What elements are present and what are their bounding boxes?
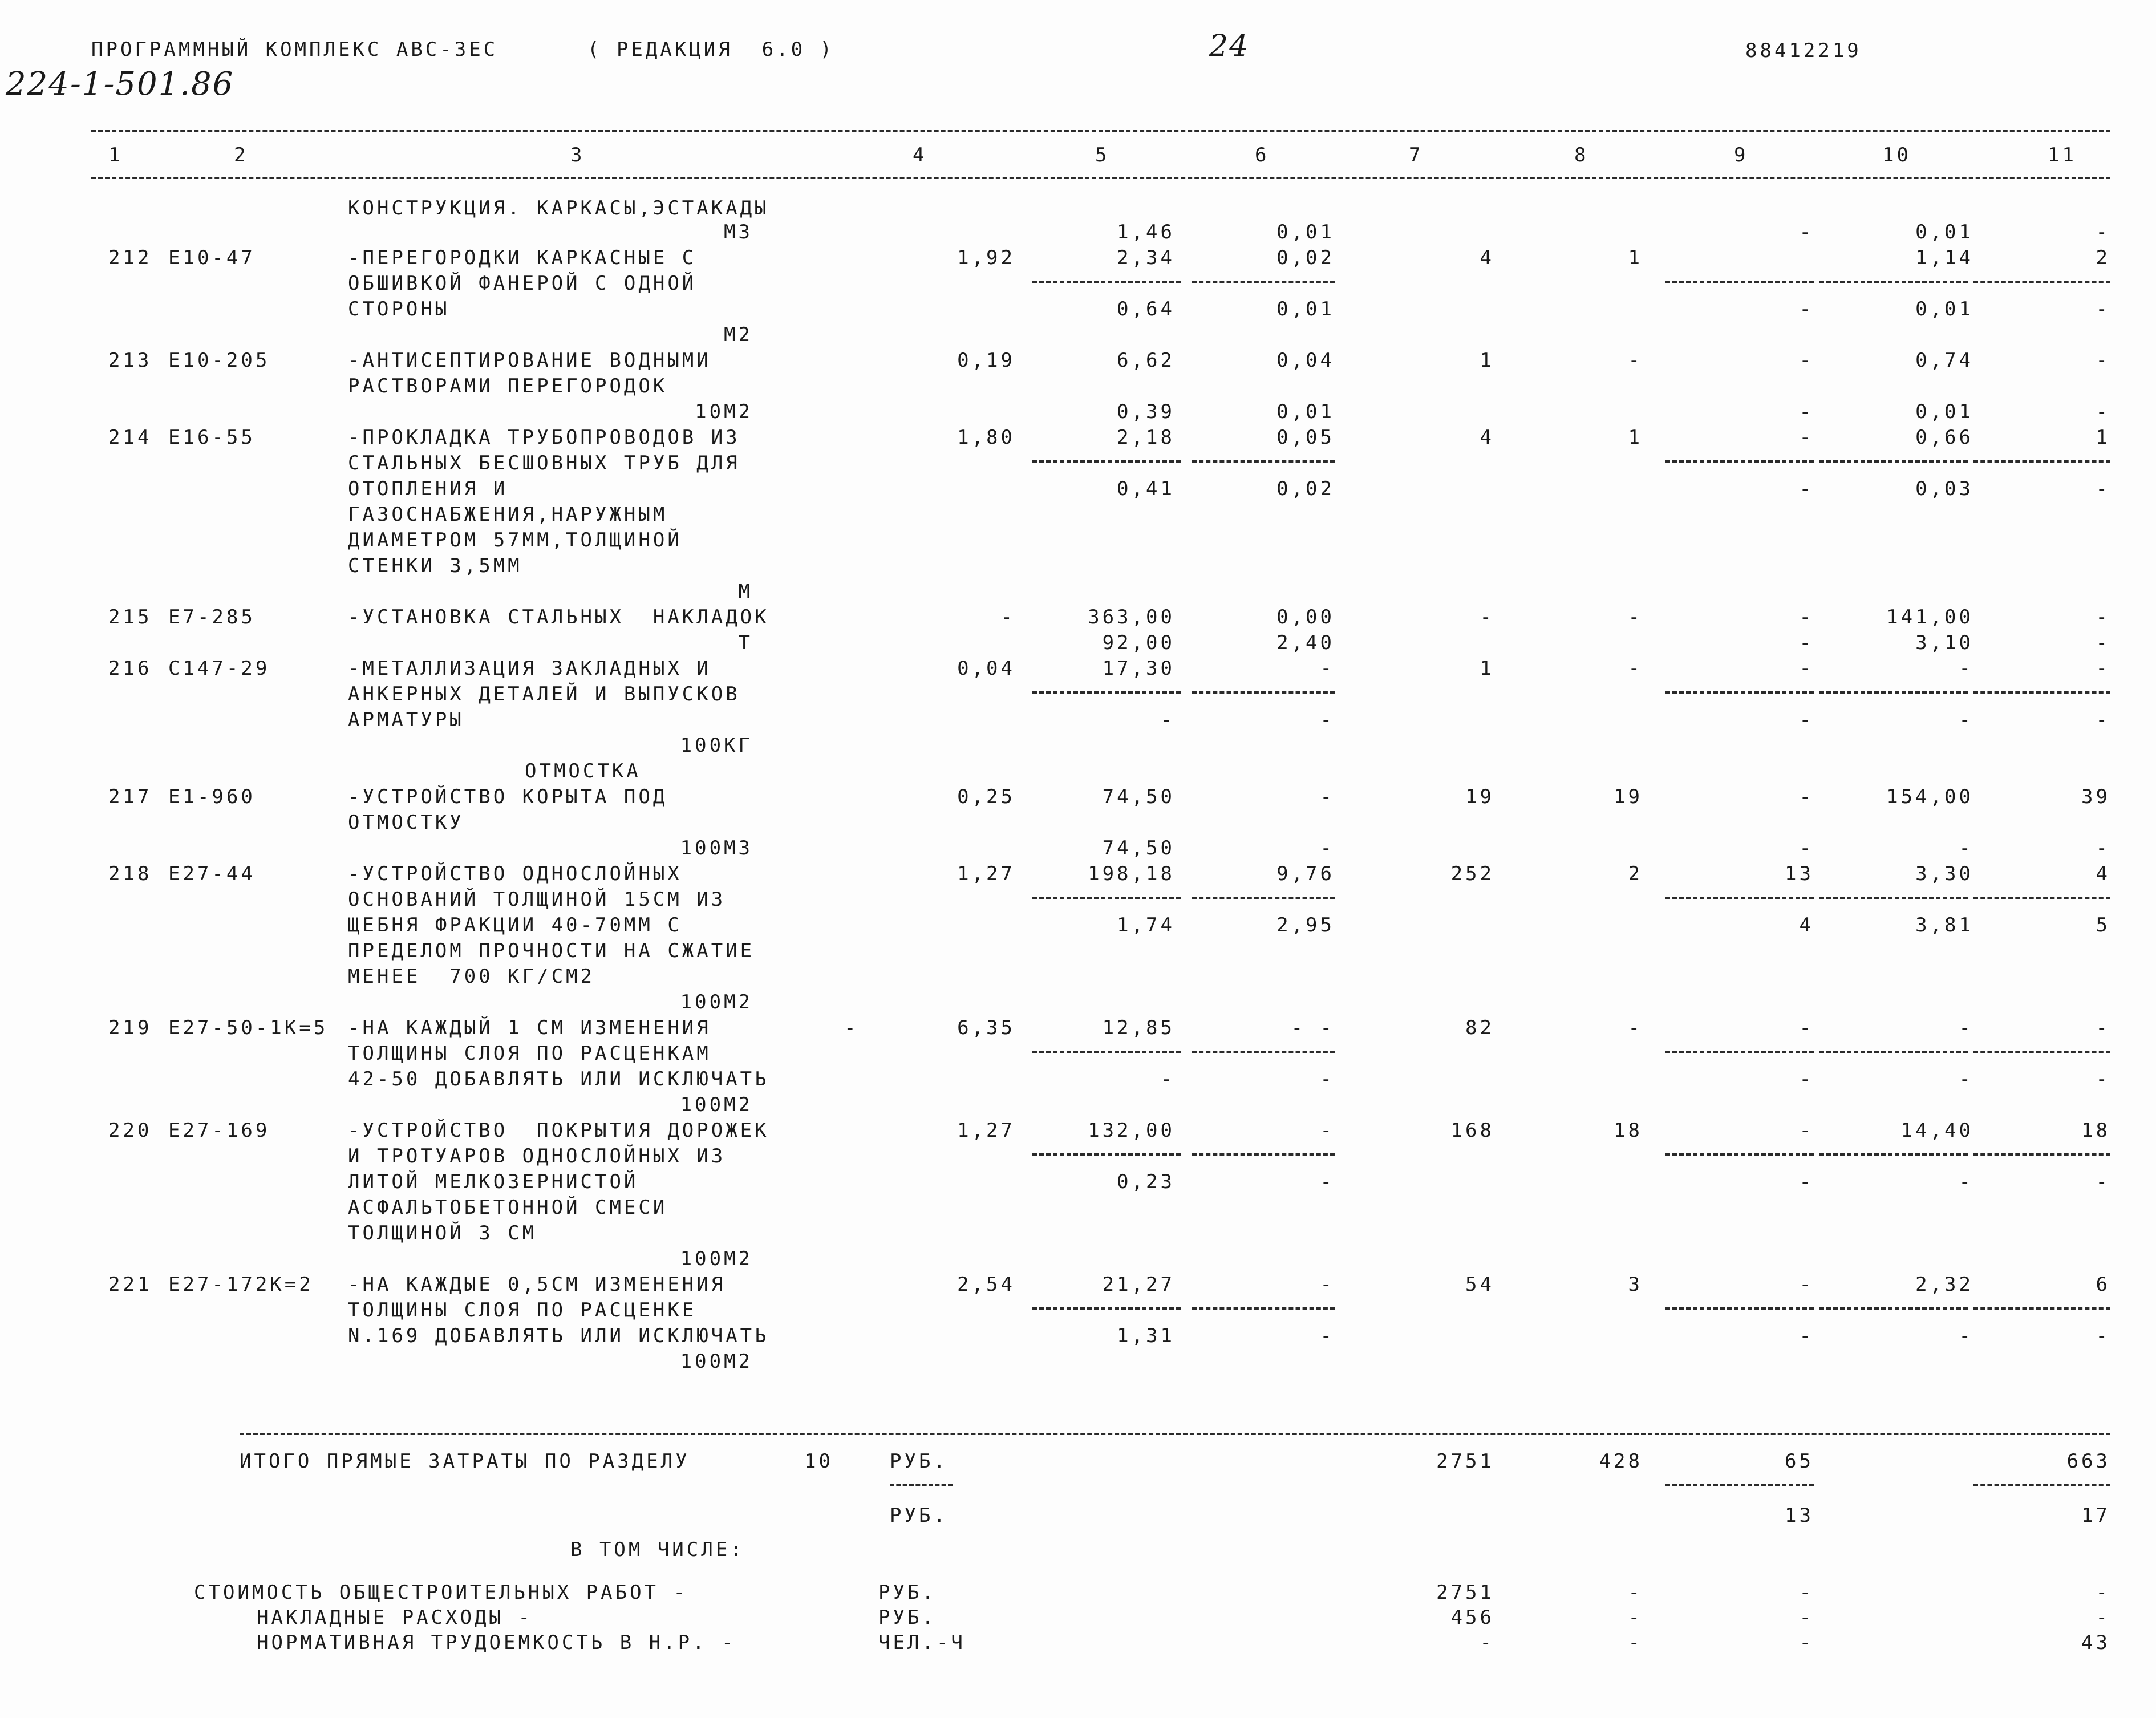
sub-value-s5: - xyxy=(1160,708,1175,731)
work-description-line: ГАЗОСНАБЖЕНИЯ,НАРУЖНЫМ xyxy=(348,503,668,526)
work-description-line: -НА КАЖДЫЕ 0,5СМ ИЗМЕНЕНИЯ xyxy=(348,1273,726,1296)
value-c9: - xyxy=(1799,1016,1814,1039)
value-c11: - xyxy=(2096,1016,2110,1039)
sub-value-s9: 4 xyxy=(1799,914,1814,937)
work-description-line: СТАЛЬНЫХ БЕСШОВНЫХ ТРУБ ДЛЯ xyxy=(348,452,740,475)
value-c10: 0,74 xyxy=(1915,349,1973,372)
sub-value-s10: 0,03 xyxy=(1915,477,1973,500)
value-c6: - - xyxy=(1291,1016,1335,1039)
value-c11: - xyxy=(2096,349,2110,372)
breakdown-label: СТОИМОСТЬ ОБЩЕСТРОИТЕЛЬНЫХ РАБОТ - xyxy=(194,1581,688,1604)
row-number: 214 xyxy=(108,426,152,449)
unit-label: 100М3 xyxy=(680,837,753,860)
sub-value-s5: - xyxy=(1160,1068,1175,1091)
subsection-title: ОТМОСТКА xyxy=(525,760,641,783)
sub-value-s6: 0,01 xyxy=(1276,298,1335,321)
rate-code: E27-172K=2 xyxy=(168,1273,314,1296)
unit-label: 100М2 xyxy=(680,1247,753,1270)
subtotal-rule-c6 xyxy=(1192,897,1335,899)
sub-value-s11: - xyxy=(2096,298,2110,321)
totals-section: 10 xyxy=(804,1450,833,1473)
value-c7: 1 xyxy=(1480,657,1494,680)
value-c4: 1,92 xyxy=(957,246,1015,269)
value-c5: 363,00 xyxy=(1088,606,1175,629)
row-number: 216 xyxy=(108,657,152,680)
value-c6: 9,76 xyxy=(1276,862,1335,885)
column-header-5: 5 xyxy=(1095,144,1110,167)
value-c11: 1 xyxy=(2096,426,2110,449)
sub-value-s5: 1,31 xyxy=(1117,1324,1175,1347)
subtotal-rule-c10 xyxy=(1819,460,1968,463)
sub-value-s6: - xyxy=(1320,1170,1335,1193)
totals-col9-rule xyxy=(1665,1484,1814,1486)
work-description-line: ТОЛЩИНОЙ 3 СМ xyxy=(348,1222,537,1245)
row-number: 215 xyxy=(108,606,152,629)
value-c11: 2 xyxy=(2096,246,2110,269)
value-c9: - xyxy=(1799,426,1814,449)
work-description-line: -ПРОКЛАДКА ТРУБОПРОВОДОВ ИЗ xyxy=(348,426,740,449)
rate-code: E27-44 xyxy=(168,862,256,885)
value-c5: 0,39 xyxy=(1117,400,1175,423)
breakdown-col8: - xyxy=(1628,1631,1643,1654)
work-description-line: СТЕНКИ 3,5ММ xyxy=(348,554,522,577)
value-c11: - xyxy=(2096,657,2110,680)
value-c8: 3 xyxy=(1628,1273,1643,1296)
sub-value-s9: - xyxy=(1799,1170,1814,1193)
value-c7: 82 xyxy=(1465,1016,1494,1039)
value-c9: - xyxy=(1799,1119,1814,1142)
subtotal-rule-c11 xyxy=(1973,281,2110,283)
subtotal-rule-c10 xyxy=(1819,897,1968,899)
subtotal-rule-c5 xyxy=(1032,460,1181,463)
value-c7: 4 xyxy=(1480,426,1494,449)
rate-code: E27-169 xyxy=(168,1119,270,1142)
rule-top xyxy=(91,130,2110,132)
unit-label: 100М2 xyxy=(680,991,753,1014)
subtotal-rule-c5 xyxy=(1032,1307,1181,1310)
value-c11: 6 xyxy=(2096,1273,2110,1296)
value-c9: - xyxy=(1799,221,1814,244)
value-c5: 198,18 xyxy=(1088,862,1175,885)
value-c10: 14,40 xyxy=(1900,1119,1973,1142)
value-c7: 19 xyxy=(1465,785,1494,808)
program-title: ПРОГРАММНЫЙ КОМПЛЕКС АВС-3ЕС xyxy=(91,38,499,61)
work-description-line: ОТОПЛЕНИЯ И xyxy=(348,477,508,500)
subtotal-rule-c5 xyxy=(1032,281,1181,283)
document-code: 88412219 xyxy=(1745,39,1862,62)
totals-col7: 2751 xyxy=(1436,1450,1494,1473)
subtotal-rule-c11 xyxy=(1973,1153,2110,1156)
value-c11: - xyxy=(2096,631,2110,654)
sub-value-s11: 5 xyxy=(2096,914,2110,937)
value-c7: 168 xyxy=(1450,1119,1494,1142)
totals-col11-rule xyxy=(1973,1484,2110,1486)
work-description-line: ЩЕБНЯ ФРАКЦИИ 40-70ММ С xyxy=(348,914,682,937)
value-c5: 2,34 xyxy=(1117,246,1175,269)
rate-code: E1-960 xyxy=(168,785,256,808)
work-description-line: ЛИТОЙ МЕЛКОЗЕРНИСТОЙ xyxy=(348,1170,639,1193)
value-c4: 1,27 xyxy=(957,862,1015,885)
rate-code: E10-47 xyxy=(168,246,256,269)
value-c4: 1,27 xyxy=(957,1119,1015,1142)
value-c9: - xyxy=(1799,349,1814,372)
sub-value-s11: - xyxy=(2096,1068,2110,1091)
value-c9: - xyxy=(1799,785,1814,808)
value-c11: 4 xyxy=(2096,862,2110,885)
work-description-line: ОБШИВКОЙ ФАНЕРОЙ С ОДНОЙ xyxy=(348,272,697,295)
value-c11: 39 xyxy=(2081,785,2110,808)
value-c10: 0,66 xyxy=(1915,426,1973,449)
sub-value-s10: - xyxy=(1959,1324,1973,1347)
value-c11: - xyxy=(2096,837,2110,860)
sub-value-s5: 0,23 xyxy=(1117,1170,1175,1193)
work-description-line: АСФАЛЬТОБЕТОННОЙ СМЕСИ xyxy=(348,1196,668,1219)
work-description-line: ДИАМЕТРОМ 57ММ,ТОЛЩИНОЙ xyxy=(348,529,682,552)
value-c9: 13 xyxy=(1785,862,1814,885)
value-c10: 154,00 xyxy=(1886,785,1973,808)
sub-value-s11: - xyxy=(2096,1324,2110,1347)
value-c9: - xyxy=(1799,837,1814,860)
subtotal-rule-c11 xyxy=(1973,460,2110,463)
subtotal-rule-c10 xyxy=(1819,1051,1968,1053)
value-c10: 2,32 xyxy=(1915,1273,1973,1296)
value-c6: 0,04 xyxy=(1276,349,1335,372)
sub-value-s5: 0,41 xyxy=(1117,477,1175,500)
breakdown-col7: 456 xyxy=(1450,1606,1494,1629)
sub-value-s9: - xyxy=(1799,708,1814,731)
edition-label: ( РЕДАКЦИЯ 6.0 ) xyxy=(587,38,834,61)
rule-totals xyxy=(240,1433,2110,1435)
totals-col9: 65 xyxy=(1785,1450,1814,1473)
sub-value-s6: - xyxy=(1320,1068,1335,1091)
column-header-6: 6 xyxy=(1255,144,1270,167)
value-c9: - xyxy=(1799,400,1814,423)
sub-value-s6: 0,02 xyxy=(1276,477,1335,500)
value-c8: - xyxy=(1628,349,1643,372)
value-c6: 0,00 xyxy=(1276,606,1335,629)
value-c8: 18 xyxy=(1614,1119,1643,1142)
value-c6: 0,01 xyxy=(1276,221,1335,244)
subtotal-rule-c9 xyxy=(1665,281,1814,283)
subtotal-rule-c10 xyxy=(1819,1307,1968,1310)
work-description-line: -УСТРОЙСТВО КОРЫТА ПОД xyxy=(348,785,668,808)
subtotal-rule-c9 xyxy=(1665,1307,1814,1310)
unit-label: 100КГ xyxy=(680,734,753,757)
work-description-line: N.169 ДОБАВЛЯТЬ ИЛИ ИСКЛЮЧАТЬ xyxy=(348,1324,769,1347)
breakdown-col7: - xyxy=(1480,1631,1494,1654)
breakdown-label: НОРМАТИВНАЯ ТРУДОЕМКОСТЬ В Н.Р. - xyxy=(257,1631,736,1654)
value-c4: 0,04 xyxy=(957,657,1015,680)
row-number: 221 xyxy=(108,1273,152,1296)
unit-label: M3 xyxy=(724,221,753,244)
subtotal-rule-c6 xyxy=(1192,281,1335,283)
work-description-line: МЕНЕЕ 700 КГ/СМ2 xyxy=(348,965,595,988)
work-description-line: РАСТВОРАМИ ПЕРЕГОРОДОК xyxy=(348,375,668,398)
sub-value-s9: - xyxy=(1799,298,1814,321)
work-description-line: -ПЕРЕГОРОДКИ КАРКАСНЫЕ С xyxy=(348,246,697,269)
work-description-line: -УСТРОЙСТВО ОДНОСЛОЙНЫХ xyxy=(348,862,682,885)
subtotal-rule-c9 xyxy=(1665,897,1814,899)
subtotal-rule-c5 xyxy=(1032,691,1181,694)
value-c6: - xyxy=(1320,1119,1335,1142)
work-description-line: -МЕТАЛЛИЗАЦИЯ ЗАКЛАДНЫХ И xyxy=(348,657,711,680)
value-c8: - xyxy=(1628,606,1643,629)
sub-value-s5: 0,64 xyxy=(1117,298,1175,321)
work-description-line: ОТМОСТКУ xyxy=(348,811,464,834)
value-c5: 132,00 xyxy=(1088,1119,1175,1142)
sub-value-s10: 0,01 xyxy=(1915,298,1973,321)
totals-col9-sub: 13 xyxy=(1785,1504,1814,1527)
value-c6: - xyxy=(1320,785,1335,808)
breakdown-unit: РУБ. xyxy=(878,1581,937,1604)
unit-label: M2 xyxy=(724,323,753,346)
breakdown-col8: - xyxy=(1628,1606,1643,1629)
subtotal-rule-c9 xyxy=(1665,691,1814,694)
breakdown-unit: ЧЕЛ.-Ч xyxy=(878,1631,966,1654)
sub-value-s10: - xyxy=(1959,1068,1973,1091)
value-c10: 0,01 xyxy=(1915,400,1973,423)
breakdown-col7: 2751 xyxy=(1436,1581,1494,1604)
rate-code: C147-29 xyxy=(168,657,270,680)
subtotal-rule-c11 xyxy=(1973,897,2110,899)
value-c10: 141,00 xyxy=(1886,606,1973,629)
sub-value-s9: - xyxy=(1799,477,1814,500)
sub-value-s10: 3,81 xyxy=(1915,914,1973,937)
value-c4: 6,35 xyxy=(957,1016,1015,1039)
value-c6: 2,40 xyxy=(1276,631,1335,654)
subtotal-rule-c11 xyxy=(1973,1051,2110,1053)
row-number: 218 xyxy=(108,862,152,885)
subtotal-rule-c5 xyxy=(1032,1153,1181,1156)
sub-value-s6: - xyxy=(1320,708,1335,731)
sub-value-s9: - xyxy=(1799,1068,1814,1091)
breakdown-col11: - xyxy=(2096,1606,2110,1629)
column-header-10: 10 xyxy=(1882,144,1911,167)
value-c5: 21,27 xyxy=(1102,1273,1175,1296)
column-header-3: 3 xyxy=(570,144,585,167)
value-c10: - xyxy=(1959,1016,1973,1039)
breakdown-col9: - xyxy=(1799,1581,1814,1604)
totals-unit-rule xyxy=(890,1484,953,1486)
work-description-line: ТОЛЩИНЫ СЛОЯ ПО РАСЦЕНКАМ xyxy=(348,1042,711,1065)
value-c5: 17,30 xyxy=(1102,657,1175,680)
subtotal-rule-c5 xyxy=(1032,897,1181,899)
breakdown-col11: 43 xyxy=(2081,1631,2110,1654)
value-c10: - xyxy=(1959,837,1973,860)
column-header-11: 11 xyxy=(2048,144,2077,167)
value-c9: - xyxy=(1799,657,1814,680)
work-description-line: -НА КАЖДЫЙ 1 СМ ИЗМЕНЕНИЯ xyxy=(348,1016,711,1039)
value-c7: 252 xyxy=(1450,862,1494,885)
section-title: КОНСТРУКЦИЯ. КАРКАСЫ,ЭСТАКАДЫ xyxy=(348,197,769,220)
work-description-line: АРМАТУРЫ xyxy=(348,708,464,731)
work-description-line: СТОРОНЫ xyxy=(348,298,450,321)
value-c11: - xyxy=(2096,221,2110,244)
value-c5: 6,62 xyxy=(1117,349,1175,372)
breakdown-unit: РУБ. xyxy=(878,1606,937,1629)
unit-label: 100М2 xyxy=(680,1350,753,1373)
sub-value-s10: - xyxy=(1959,1170,1973,1193)
subtotal-rule-c9 xyxy=(1665,1153,1814,1156)
subtotal-rule-c6 xyxy=(1192,1307,1335,1310)
value-c6: 0,05 xyxy=(1276,426,1335,449)
work-description-line: ОСНОВАНИЙ ТОЛЩИНОЙ 15СМ ИЗ xyxy=(348,888,726,911)
value-c8: 2 xyxy=(1628,862,1643,885)
sub-value-s11: - xyxy=(2096,708,2110,731)
value-c4: 1,80 xyxy=(957,426,1015,449)
rate-code: E27-50-1K=5 xyxy=(168,1016,329,1039)
breakdown-label: НАКЛАДНЫЕ РАСХОДЫ - xyxy=(257,1606,533,1629)
value-c11: 18 xyxy=(2081,1119,2110,1142)
value-c5: 74,50 xyxy=(1102,837,1175,860)
value-c4: 0,25 xyxy=(957,785,1015,808)
subtotal-rule-c5 xyxy=(1032,1051,1181,1053)
subtotal-rule-c11 xyxy=(1973,691,2110,694)
breakdown-col9: - xyxy=(1799,1631,1814,1654)
subtotal-rule-c10 xyxy=(1819,691,1968,694)
unit-label: Т xyxy=(738,631,753,654)
value-c10: 0,01 xyxy=(1915,221,1973,244)
row-number: 212 xyxy=(108,246,152,269)
subtotal-rule-c10 xyxy=(1819,1153,1968,1156)
subtotal-rule-c6 xyxy=(1192,691,1335,694)
work-description-line: ТОЛЩИНЫ СЛОЯ ПО РАСЦЕНКЕ xyxy=(348,1299,697,1322)
value-c7: 54 xyxy=(1465,1273,1494,1296)
value-c6: - xyxy=(1320,657,1335,680)
subtotal-rule-c9 xyxy=(1665,1051,1814,1053)
page-number: 24 xyxy=(1209,29,1250,63)
subtotal-rule-c10 xyxy=(1819,281,1968,283)
subtotal-rule-c6 xyxy=(1192,1051,1335,1053)
value-c9: - xyxy=(1799,606,1814,629)
work-description-line: АНКЕРНЫХ ДЕТАЛЕЙ И ВЫПУСКОВ xyxy=(348,683,740,706)
value-c4: 0,19 xyxy=(957,349,1015,372)
work-description-line: -УСТАНОВКА СТАЛЬНЫХ НАКЛАДОК xyxy=(348,606,769,629)
unit-label: М xyxy=(738,580,753,603)
value-c6: - xyxy=(1320,837,1335,860)
value-c6: 0,01 xyxy=(1276,400,1335,423)
value-c4: 2,54 xyxy=(957,1273,1015,1296)
column-header-2: 2 xyxy=(234,144,249,167)
value-c7: 1 xyxy=(1480,349,1494,372)
value-c10: 3,10 xyxy=(1915,631,1973,654)
value-c11: - xyxy=(2096,606,2110,629)
handwritten-reference: 224-1-501.86 xyxy=(6,66,234,103)
value-c5: 74,50 xyxy=(1102,785,1175,808)
value-c10: 1,14 xyxy=(1915,246,1973,269)
breakdown-col9: - xyxy=(1799,1606,1814,1629)
value-c5: 2,18 xyxy=(1117,426,1175,449)
work-description-line: ПРЕДЕЛОМ ПРОЧНОСТИ НА СЖАТИЕ xyxy=(348,939,755,962)
value-c9: - xyxy=(1799,1273,1814,1296)
work-description-line: 42-50 ДОБАВЛЯТЬ ИЛИ ИСКЛЮЧАТЬ xyxy=(348,1068,769,1091)
value-c5: 12,85 xyxy=(1102,1016,1175,1039)
column-header-8: 8 xyxy=(1574,144,1589,167)
row-number: 217 xyxy=(108,785,152,808)
value-c8: 19 xyxy=(1614,785,1643,808)
rate-code: E7-285 xyxy=(168,606,256,629)
including-label: В ТОМ ЧИСЛЕ: xyxy=(570,1538,745,1561)
sub-value-s5: 1,74 xyxy=(1117,914,1175,937)
value-c8: - xyxy=(1628,1016,1643,1039)
value-c5: 1,46 xyxy=(1117,221,1175,244)
column-header-7: 7 xyxy=(1409,144,1424,167)
value-c5: 92,00 xyxy=(1102,631,1175,654)
subtotal-rule-c9 xyxy=(1665,460,1814,463)
sub-value-s6: - xyxy=(1320,1324,1335,1347)
value-c8: - xyxy=(1628,657,1643,680)
row-number: 213 xyxy=(108,349,152,372)
column-header-1: 1 xyxy=(108,144,123,167)
rate-code: E16-55 xyxy=(168,426,256,449)
unit-label: 100М2 xyxy=(680,1093,753,1116)
totals-col8: 428 xyxy=(1599,1450,1643,1473)
value-c8: 1 xyxy=(1628,246,1643,269)
totals-col11: 663 xyxy=(2066,1450,2110,1473)
value-c7: 4 xyxy=(1480,246,1494,269)
value-c6: - xyxy=(1320,1273,1335,1296)
totals-label: ИТОГО ПРЯМЫЕ ЗАТРАТЫ ПО РАЗДЕЛУ xyxy=(240,1450,690,1473)
sub-value-s10: - xyxy=(1959,708,1973,731)
subtotal-rule-c6 xyxy=(1192,460,1335,463)
value-c3: - xyxy=(844,1016,859,1039)
value-c10: 3,30 xyxy=(1915,862,1973,885)
totals-unit-2: РУБ. xyxy=(890,1504,948,1527)
sub-value-s6: 2,95 xyxy=(1276,914,1335,937)
totals-unit: РУБ. xyxy=(890,1450,948,1473)
row-number: 220 xyxy=(108,1119,152,1142)
value-c9: - xyxy=(1799,631,1814,654)
rate-code: E10-205 xyxy=(168,349,270,372)
sub-value-s11: - xyxy=(2096,477,2110,500)
row-number: 219 xyxy=(108,1016,152,1039)
value-c11: - xyxy=(2096,400,2110,423)
work-description-line: -УСТРОЙСТВО ПОКРЫТИЯ ДОРОЖЕК xyxy=(348,1119,769,1142)
sub-value-s11: - xyxy=(2096,1170,2110,1193)
value-c10: - xyxy=(1959,657,1973,680)
value-c4: - xyxy=(1000,606,1015,629)
unit-label: 10М2 xyxy=(695,400,753,423)
work-description-line: И ТРОТУАРОВ ОДНОСЛОЙНЫХ ИЗ xyxy=(348,1145,726,1168)
work-description-line: -АНТИСЕПТИРОВАНИЕ ВОДНЫМИ xyxy=(348,349,711,372)
value-c8: 1 xyxy=(1628,426,1643,449)
breakdown-col11: - xyxy=(2096,1581,2110,1604)
totals-col11-sub: 17 xyxy=(2081,1504,2110,1527)
subtotal-rule-c6 xyxy=(1192,1153,1335,1156)
breakdown-col8: - xyxy=(1628,1581,1643,1604)
value-c6: 0,02 xyxy=(1276,246,1335,269)
value-c7: - xyxy=(1480,606,1494,629)
rule-header xyxy=(91,177,2110,179)
subtotal-rule-c11 xyxy=(1973,1307,2110,1310)
column-header-9: 9 xyxy=(1734,144,1749,167)
column-header-4: 4 xyxy=(913,144,927,167)
sub-value-s9: - xyxy=(1799,1324,1814,1347)
